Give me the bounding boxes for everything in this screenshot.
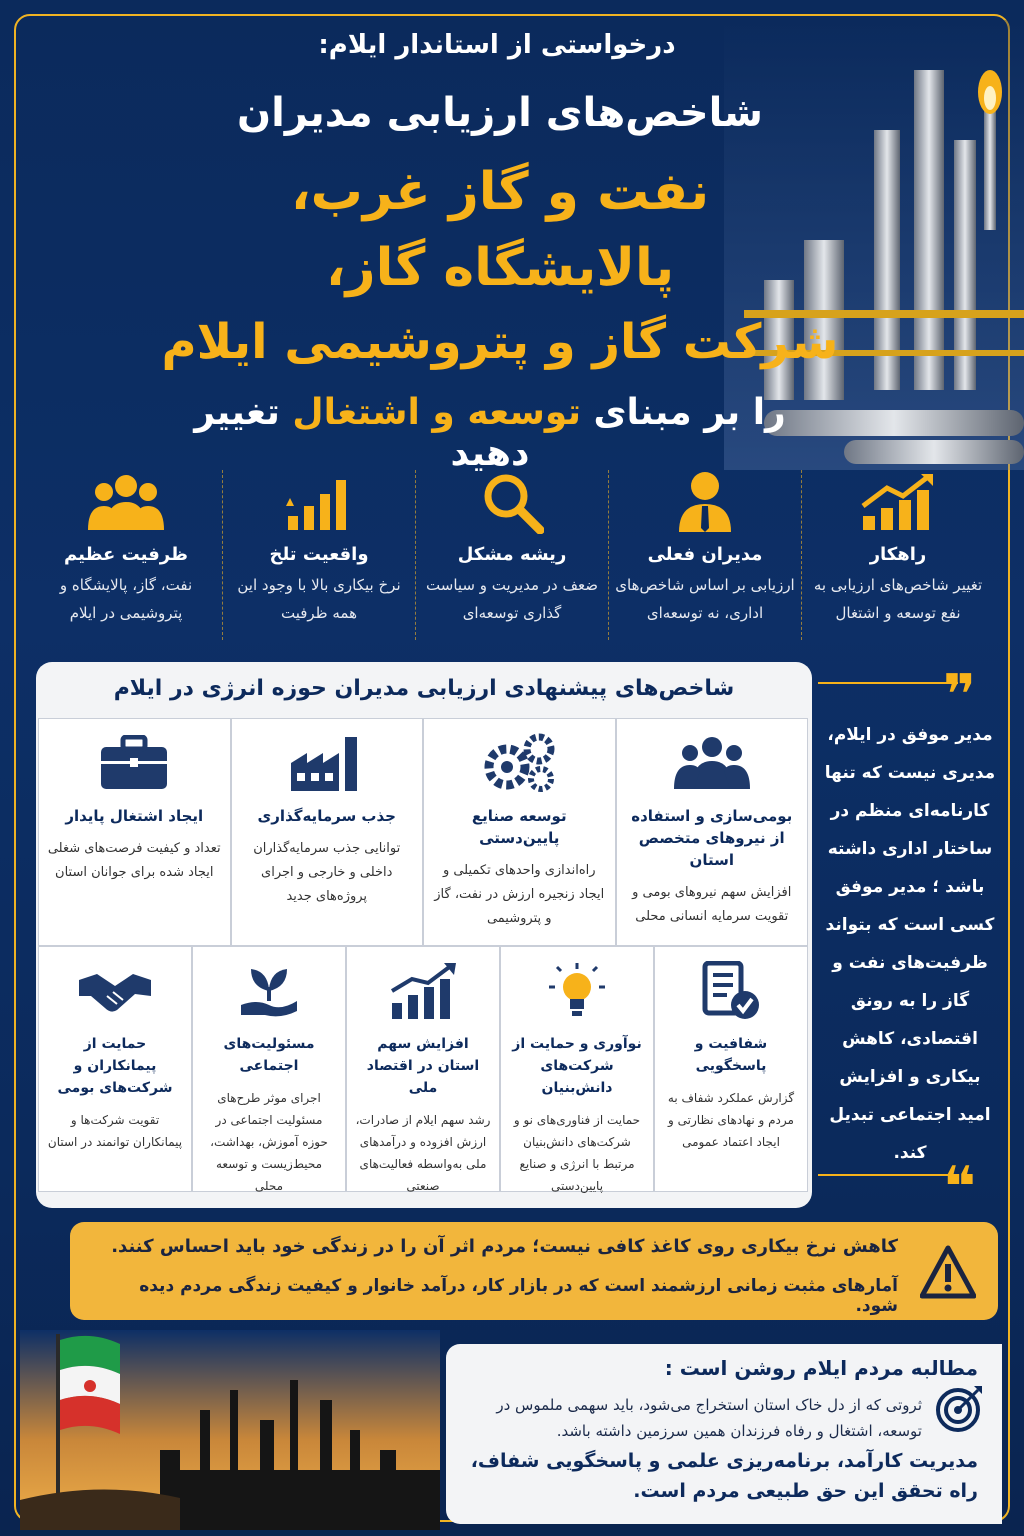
feature-solution (801, 470, 994, 640)
quote-box (818, 663, 996, 1220)
indicator-title: ایجاد اشتغال پایدار (65, 807, 204, 825)
indicator-title: مسئولیت‌های اجتماعی (223, 1036, 315, 1074)
indicator-desc: تقویت شرکت‌ها و پیمانکاران توانمند در استان (47, 1113, 183, 1149)
handshake-icon (77, 961, 153, 1021)
header-title-line5 (170, 392, 810, 474)
indicator-national-share (346, 946, 500, 1192)
indicator-desc: اجرای موثر طرح‌های مسئولیت اجتماعی در حوزه آموزش، بهداشت، محیط‌زیست و توسعه محلی (210, 1091, 328, 1193)
trend-up-icon (808, 470, 988, 534)
warning-line2: آمارهای مثبت زمانی ارزشمند است که در بازار کار، درآمد خانوار و کیفیت زندگی مردم دیده شود. (139, 1276, 898, 1316)
header (0, 0, 1024, 474)
header-title-line1: شاخص‌های ارزیابی مدیران (237, 90, 763, 136)
demand-description: ثروتی که از دل خاک استان استخراج می‌شود، باید سهمی ملموس در توسعه، اشتغال و رفاه فرزندان همین سرزمین داشته باشد. (496, 1396, 922, 1440)
header-title-line4: شرکت گاز و پتروشیمی ایلام (161, 314, 839, 370)
feature-title: ظرفیت عظیم (64, 544, 188, 565)
people-icon (36, 470, 216, 534)
header-title-line3: پالایشگاه گاز، (325, 238, 675, 298)
line5-pre: را بر مبنای (580, 392, 786, 433)
indicator-title: جذب سرمایه‌گذاری (257, 807, 396, 825)
indicators-grid-bottom (38, 946, 808, 1192)
indicator-social-responsibility (192, 946, 346, 1192)
quote-open-icon: ❞ (943, 663, 976, 728)
indicator-desc: تعداد و کیفیت فرصت‌های شغلی ایجاد شده برای جوانان استان (47, 841, 221, 880)
indicator-title: افزایش سهم استان در اقتصاد ملی (366, 1036, 480, 1096)
checklist-icon (701, 961, 761, 1021)
indicator-local-contractors (38, 946, 192, 1192)
quote-divider-bottom (818, 1174, 958, 1176)
feature-huge-capacity (30, 470, 222, 640)
feature-title: مدیران فعلی (647, 544, 763, 565)
line5-highlight: توسعه و اشتغال (292, 392, 581, 433)
indicator-desc: توانایی جذب سرمایه‌گذاران داخلی و خارجی و اجرای پروژه‌های جدید (253, 841, 401, 904)
feature-desc: نفت، گاز، پالایشگاه و پتروشیمی در ایلام (59, 576, 193, 622)
warning-banner (70, 1222, 998, 1320)
indicator-title: حمایت از پیمانکاران و شرکت‌های بومی (57, 1036, 173, 1096)
factory-icon (289, 733, 365, 793)
demand-conclusion: مدیریت کارآمد، برنامه‌ریزی علمی و پاسخگویی شفاف، راه تحقق این حق طبیعی مردم است. (470, 1450, 978, 1502)
quote-divider-top (818, 682, 958, 684)
quote-text: مدیر موفق در ایلام، مدیری نیست که تنها کارنامه‌ای منظم در ساختار اداری داشته باشد ؛ مدیر موفق کسی است که بتواند ظرفیت‌های نفت و گاز را به رونق اقتصادی، کاهش بیکاری و افزایش امید اجتماعی تبدیل کند. (824, 725, 996, 1163)
indicator-desc: حمایت از فناوری‌های نو و شرکت‌های دانش‌بنیان مرتبط با انرژی و صنایع پایین‌دستی (513, 1113, 641, 1193)
gears-icon (481, 733, 557, 793)
feature-title: راهکار (869, 544, 927, 565)
indicator-desc: رشد سهم ایلام از صادرات، ارزش افزوده و درآمدهای ملی به‌واسطه فعالیت‌های صنعتی (355, 1113, 491, 1193)
magnifier-icon (422, 470, 602, 534)
indicator-localization (616, 718, 809, 946)
indicator-desc: گزارش عملکرد شفاف به مردم و نهادهای نظارتی و ایجاد اعتماد عمومی (667, 1091, 795, 1149)
header-title-line2: نفت و گاز غرب، (290, 162, 710, 222)
warning-line1: کاهش نرخ بیکاری روی کاغذ کافی نیست؛ مردم اثر آن را در زندگی خود باید احساس کنند. (111, 1236, 898, 1257)
feature-title: ریشه مشکل (457, 544, 567, 565)
quote-close-icon: ❝ (943, 1155, 976, 1220)
indicator-desc: راه‌اندازی واحدهای تکمیلی و ایجاد زنجیره ارزش در نفت، گاز و پتروشیمی (434, 863, 605, 926)
indicator-desc: افزایش سهم نیروهای بومی و تقویت سرمایه انسانی محلی (632, 885, 792, 924)
indicator-investment (231, 718, 424, 946)
manager-icon (615, 470, 795, 534)
feature-current-managers (608, 470, 801, 640)
feature-title: واقعیت تلخ (269, 544, 369, 565)
demand-title: مطالبه مردم ایلام روشن است : (664, 1356, 978, 1380)
card-title: شاخص‌های پیشنهادی ارزیابی مدیران حوزه انرژی در ایلام (113, 676, 735, 701)
target-icon (934, 1384, 984, 1434)
people-icon (674, 733, 750, 793)
bar-chart-icon (229, 470, 409, 534)
feature-desc: نرخ بیکاری بالا با وجود این همه ظرفیت (237, 576, 401, 622)
indicators-card (36, 662, 812, 1208)
feature-row (30, 470, 994, 640)
indicator-innovation (500, 946, 654, 1192)
lightbulb-icon (547, 961, 607, 1021)
briefcase-icon (99, 733, 169, 793)
feature-desc: تغییر شاخص‌های ارزیابی به نفع توسعه و اشتغال (813, 576, 983, 622)
line5-post: تغییر دهید (194, 392, 530, 474)
feature-bitter-reality (222, 470, 415, 640)
feature-root-problem (415, 470, 608, 640)
indicator-title: توسعه صنایع پایین‌دستی (471, 807, 567, 847)
indicator-downstream (423, 718, 616, 946)
warning-icon (920, 1244, 976, 1300)
indicator-title: بومی‌سازی و استفاده از نیروهای متخصص استان (631, 807, 793, 869)
indicator-title: شفافیت و پاسخگویی (694, 1036, 768, 1074)
indicator-transparency (654, 946, 808, 1192)
plant-hand-icon (237, 961, 301, 1021)
feature-desc: ارزیابی بر اساس شاخص‌های اداری، نه توسعه‌ای (615, 576, 795, 622)
feature-desc: ضعف در مدیریت و سیاست گذاری توسعه‌ای (426, 576, 598, 622)
indicators-grid-top (38, 718, 808, 946)
flag-refinery-illustration (20, 1330, 440, 1530)
indicator-title: نوآوری و حمایت از شرکت‌های دانش‌بنیان (512, 1036, 642, 1096)
header-kicker: درخواستی از استاندار ایلام: (318, 30, 676, 60)
indicator-employment (38, 718, 231, 946)
demand-box (446, 1344, 1002, 1524)
growth-chart-icon (388, 961, 458, 1021)
